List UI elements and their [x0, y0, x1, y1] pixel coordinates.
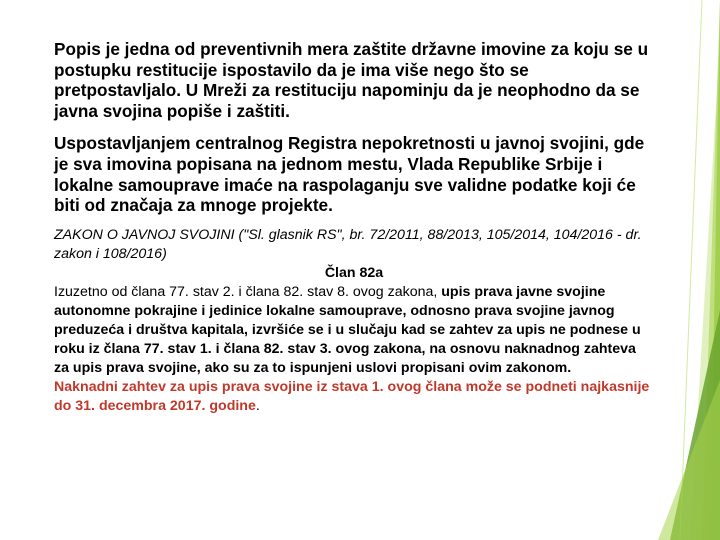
- article-text: [54, 283, 654, 378]
- article-text-bold: upis prava javne svojine autonomne pokrajine i jedinice lokalne samouprave, odnosno prava svojine javnog preduzeća i društva kapitala, izvršiće se i u slučaju kad se zahtev za upis ne podnese u roku iz člana 77. stav 1. i člana 82. stav 3. ovog zakona, na osnovu naknadnog zahteva za upis prava svojine, ako su za to ispunjeni uslovi propisani ovim zakonom.: [54, 283, 641, 376]
- content: [54, 39, 654, 416]
- paragraph-intro: Popis je jedna od preventivnih mera zaštite državne imovine za koju se u postupku restitucije ispostavilo da je ima više nego što se pretpostavljalo. U Mreži za restituciju napominju da je neophodno da se javna svojina popiše i zaštiti.: [54, 39, 649, 121]
- law-block: [54, 226, 654, 416]
- article-heading: Član 82a: [324, 264, 384, 281]
- law-title: ZAKON O JAVNOJ SVOJINI: [54, 226, 235, 243]
- deadline-period: .: [255, 397, 260, 414]
- paragraph-registry: Uspostavljanjem centralnog Registra nepokretnosti u javnoj svojini, gde je sva imovina popisana na jednom mestu, Vlada Republike Srbije i lokalne samouprave imaće na raspolaganju sve validne podatke koji će biti od značaja za mnoge projekte.: [54, 133, 645, 216]
- law-heading: [54, 226, 654, 264]
- article-text-plain: Izuzetno od člana 77. stav 2. i člana 82. stav 8. ovog zakona,: [54, 283, 442, 300]
- deadline-text: Naknadni zahtev za upis prava svojine iz stava 1. ovog člana može se podneti najkasnije do 31. decembra 2017. godine: [54, 378, 650, 414]
- law-citation: ("Sl. glasnik RS", br. 72/2011, 88/2013, 105/2014, 104/2016 - dr. zakon i 108/2016): [54, 226, 642, 262]
- deadline-note: [54, 378, 654, 416]
